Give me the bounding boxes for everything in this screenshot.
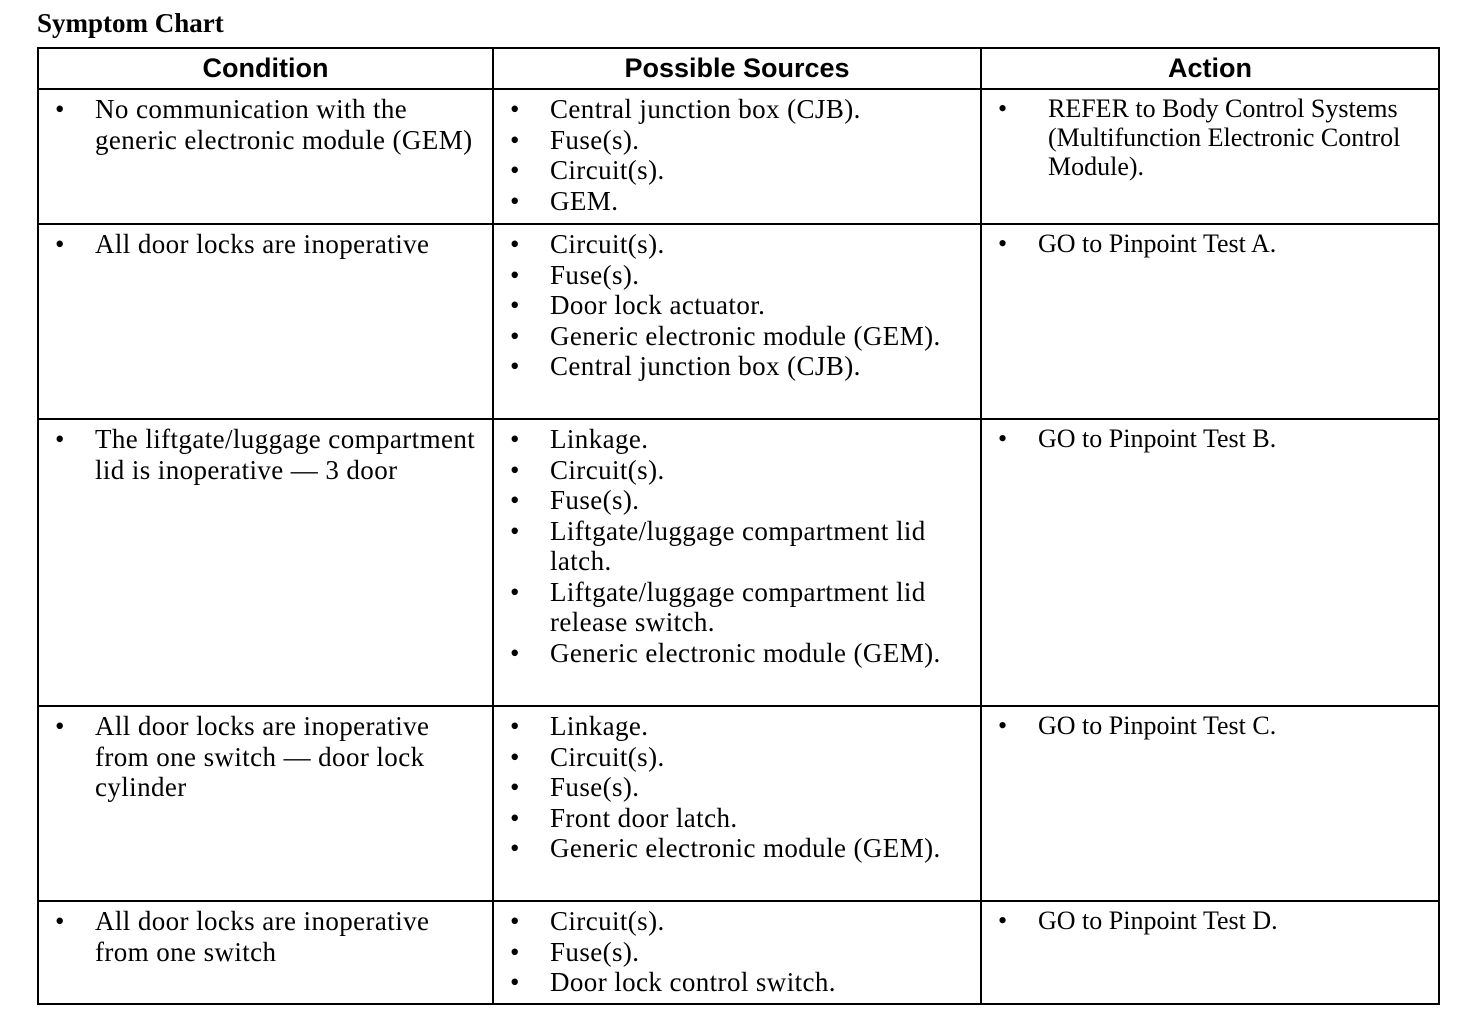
bullet-icon: • [510,124,520,155]
symptom-chart-table [37,47,1440,1005]
bullet-icon: • [510,351,520,381]
bullet-icon: • [510,94,520,124]
source-text: Circuit(s). [550,155,665,185]
source-text: Central junction box (CJB). [550,94,861,124]
source-text: GEM. [550,185,619,216]
action-text: GO to Pinpoint Test D. [1038,906,1278,935]
list-item [502,186,974,217]
bullet-icon: • [510,711,520,741]
list-item [502,833,974,864]
bullet-icon: • [510,229,520,259]
bullet-icon: • [998,229,1008,258]
source-text: Linkage. [550,424,649,454]
source-text: Door lock control switch. [550,967,836,997]
source-text: Door lock actuator. [550,290,766,320]
list-item [502,772,974,803]
bullet-icon: • [998,94,1008,123]
header-action: Action [981,48,1439,89]
sources-cell [493,224,981,419]
list-item [502,485,974,516]
list-item [502,742,974,773]
action-cell [981,901,1439,1004]
list-item [990,424,1432,453]
list-item [990,906,1432,935]
header-condition: Condition [38,48,493,89]
bullet-icon: • [998,424,1008,453]
bullet-icon: • [998,906,1008,935]
condition-cell [38,419,493,706]
list-item [47,906,486,967]
bullet-icon: • [998,711,1008,740]
action-cell [981,706,1439,901]
bullet-icon: • [510,454,520,485]
table-row [38,901,1439,1004]
source-text: Liftgate/luggage compartment lid release switch. [550,576,926,637]
bullet-icon: • [510,485,520,515]
list-item [990,711,1432,740]
condition-text: All door locks are inoperative [95,229,430,259]
list-item [502,290,974,321]
list-item [502,260,974,291]
list-item [47,229,486,260]
source-text: Liftgate/luggage compartment lid latch. [550,515,926,576]
action-text: GO to Pinpoint Test C. [1038,711,1277,740]
bullet-icon: • [510,741,520,772]
table-row [38,89,1439,224]
page-title: Symptom Chart [37,8,224,38]
action-text: REFER to Body Control Systems (Multifunction Electronic Control Module). [1048,94,1401,181]
source-text: Circuit(s). [550,229,665,259]
list-item [990,94,1432,181]
bullet-icon: • [510,906,520,936]
bullet-icon: • [510,515,520,546]
bullet-icon: • [510,155,520,185]
bullet-icon: • [510,967,520,997]
list-item [502,638,974,669]
list-item [502,351,974,382]
list-item [502,155,974,186]
condition-text: The liftgate/luggage compartment lid is inoperative — 3 door [95,424,476,485]
action-text: GO to Pinpoint Test B. [1038,424,1277,453]
bullet-icon: • [510,259,520,290]
bullet-icon: • [510,833,520,863]
source-text: Fuse(s). [550,259,640,290]
table-row [38,224,1439,419]
list-item [47,94,486,155]
action-text: GO to Pinpoint Test A. [1038,229,1277,258]
bullet-icon: • [510,290,520,320]
list-item [502,577,974,638]
source-text: Fuse(s). [550,485,640,515]
bullet-icon: • [55,94,65,124]
bullet-icon: • [510,772,520,802]
list-item [47,711,486,803]
source-text: Fuse(s). [550,772,640,802]
condition-text: All door locks are inoperative from one switch [95,906,430,967]
condition-cell [38,706,493,901]
bullet-icon: • [510,424,520,454]
source-text: Generic electronic module (GEM). [550,320,941,351]
condition-text: All door locks are inoperative from one switch — door lock cylinder [95,711,430,802]
bullet-icon: • [510,185,520,216]
list-item [502,125,974,156]
sources-cell [493,419,981,706]
source-text: Circuit(s). [550,741,665,772]
action-cell [981,224,1439,419]
source-text: Generic electronic module (GEM). [550,637,941,668]
bullet-icon: • [55,424,65,454]
condition-cell [38,224,493,419]
bullet-icon: • [55,229,65,259]
sources-cell [493,89,981,224]
bullet-icon: • [510,576,520,607]
header-possible-sources: Possible Sources [493,48,981,89]
bullet-icon: • [510,320,520,351]
source-text: Central junction box (CJB). [550,351,861,381]
list-item [502,967,974,998]
condition-text: No communication with the generic electronic module (GEM) [95,94,473,155]
list-item [502,516,974,577]
action-cell [981,89,1439,224]
source-text: Linkage. [550,711,649,741]
bullet-icon: • [510,802,520,833]
sources-cell [493,901,981,1004]
source-text: Front door latch. [550,802,738,833]
list-item [502,424,974,455]
list-item [502,321,974,352]
list-item [502,711,974,742]
list-item [502,803,974,834]
list-item [47,424,486,485]
list-item [502,937,974,968]
list-item [990,229,1432,258]
list-item [502,229,974,260]
list-item [502,94,974,125]
source-text: Circuit(s). [550,906,665,936]
table-header-row [38,48,1439,89]
condition-cell [38,901,493,1004]
source-text: Circuit(s). [550,454,665,485]
condition-cell [38,89,493,224]
source-text: Fuse(s). [550,124,640,155]
source-text: Fuse(s). [550,936,640,967]
list-item [502,906,974,937]
table-row [38,419,1439,706]
table-row [38,706,1439,901]
action-cell [981,419,1439,706]
list-item [502,455,974,486]
bullet-icon: • [55,906,65,936]
bullet-icon: • [55,711,65,741]
bullet-icon: • [510,936,520,967]
source-text: Generic electronic module (GEM). [550,833,941,863]
bullet-icon: • [510,637,520,668]
sources-cell [493,706,981,901]
